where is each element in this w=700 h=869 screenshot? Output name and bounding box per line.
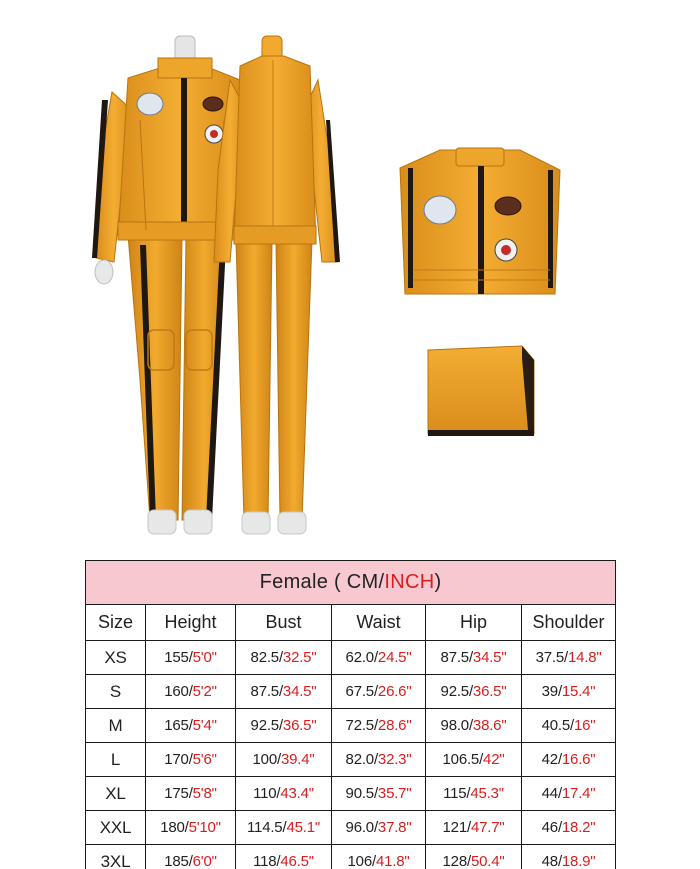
table-row — [86, 845, 616, 869]
cm-value: 175 — [164, 785, 189, 802]
unit-separator: / — [276, 853, 281, 869]
inch-value: 5'4" — [192, 717, 217, 734]
cm-value: 82.5 — [250, 649, 279, 666]
inch-value: 28.6" — [377, 717, 412, 734]
cell-hip — [426, 675, 522, 709]
inch-value: 5'0" — [192, 649, 217, 666]
cell-waist — [332, 845, 426, 869]
inch-value: 36.5" — [472, 683, 507, 700]
unit-separator: / — [278, 717, 283, 734]
cell-bust — [236, 777, 332, 811]
inch-value: 34.5" — [472, 649, 507, 666]
cell-shoulder — [522, 641, 616, 675]
cm-value: 114.5 — [247, 819, 283, 836]
cm-value: 46 — [541, 819, 558, 836]
inch-value: 36.5" — [282, 717, 317, 734]
unit-separator: / — [188, 853, 193, 869]
unit-separator: / — [466, 785, 471, 802]
cm-value: 121 — [442, 819, 467, 836]
cell-shoulder — [522, 845, 616, 869]
cell-shoulder — [522, 675, 616, 709]
unit-separator: / — [557, 785, 562, 802]
cell-height — [146, 641, 236, 675]
cm-value: 110 — [253, 785, 277, 802]
inch-value: 14.8" — [567, 649, 602, 666]
inch-value: 17.4" — [561, 785, 596, 802]
inch-value: 39.4" — [280, 751, 315, 768]
size-label: XXL — [86, 811, 146, 845]
cell-height — [146, 675, 236, 709]
cell-waist — [332, 811, 426, 845]
unit-separator: / — [479, 751, 484, 768]
size-label: L — [86, 743, 146, 777]
back-view-suit — [214, 36, 340, 534]
cm-value: 62.0 — [345, 649, 374, 666]
cm-value: 82.0 — [345, 751, 374, 768]
title-prefix: Female ( CM/ — [259, 571, 385, 593]
cell-bust — [236, 675, 332, 709]
column-header-waist: Waist — [332, 605, 426, 641]
unit-separator: / — [468, 649, 473, 666]
unit-separator: / — [373, 683, 378, 700]
cell-waist — [332, 777, 426, 811]
inch-value: 5'2" — [192, 683, 217, 700]
cm-value: 128 — [442, 853, 467, 869]
cell-hip — [426, 777, 522, 811]
cm-value: 44 — [541, 785, 558, 802]
unit-separator: / — [557, 683, 562, 700]
cell-waist — [332, 743, 426, 777]
unit-separator: / — [188, 683, 193, 700]
cell-bust — [236, 811, 332, 845]
unit-separator: / — [570, 717, 575, 734]
inch-value: 50.4" — [470, 853, 505, 869]
cm-value: 87.5 — [440, 649, 469, 666]
cell-bust — [236, 709, 332, 743]
cm-value: 87.5 — [250, 683, 279, 700]
cell-height — [146, 709, 236, 743]
cm-value: 180 — [160, 819, 185, 836]
cm-value: 92.5 — [250, 717, 279, 734]
inch-value: 5'6" — [192, 751, 217, 768]
cm-value: 96.0 — [345, 819, 374, 836]
size-chart-body — [86, 641, 616, 869]
cm-value: 165 — [164, 717, 189, 734]
belt-band — [428, 346, 534, 436]
inch-value: 6'0" — [192, 853, 217, 869]
unit-separator: / — [371, 853, 376, 869]
cm-value: 90.5 — [345, 785, 374, 802]
inch-value: 16.6" — [561, 751, 596, 768]
cell-hip — [426, 743, 522, 777]
table-row — [86, 641, 616, 675]
cm-value: 118 — [253, 853, 277, 869]
unit-separator: / — [563, 649, 568, 666]
column-header-bust: Bust — [236, 605, 332, 641]
unit-separator: / — [188, 751, 193, 768]
cell-height — [146, 811, 236, 845]
inch-value: 18.9" — [561, 853, 596, 869]
unit-separator: / — [557, 853, 562, 869]
size-label: M — [86, 709, 146, 743]
inch-value: 26.6" — [377, 683, 412, 700]
cm-value: 160 — [164, 683, 189, 700]
cm-value: 155 — [164, 649, 189, 666]
inch-value: 43.4" — [280, 785, 314, 802]
unit-separator: / — [373, 751, 378, 768]
size-label: 3XL — [86, 845, 146, 869]
unit-separator: / — [373, 785, 378, 802]
unit-separator: / — [468, 683, 473, 700]
cm-value: 106 — [347, 853, 372, 869]
title-inch: INCH — [384, 571, 435, 593]
cell-bust — [236, 641, 332, 675]
cell-shoulder — [522, 743, 616, 777]
cell-shoulder — [522, 709, 616, 743]
inch-value: 34.5" — [282, 683, 317, 700]
size-label: XS — [86, 641, 146, 675]
unit-separator: / — [557, 819, 562, 836]
cm-value: 106.5 — [442, 751, 480, 768]
inch-value: 42" — [483, 751, 505, 768]
cell-hip — [426, 845, 522, 869]
unit-separator: / — [468, 717, 473, 734]
unit-separator: / — [276, 785, 281, 802]
cm-value: 39 — [541, 683, 558, 700]
unit-separator: / — [466, 853, 471, 869]
table-row — [86, 675, 616, 709]
column-header-hip: Hip — [426, 605, 522, 641]
cm-value: 98.0 — [440, 717, 469, 734]
inch-value: 45.3" — [470, 785, 504, 802]
cell-height — [146, 845, 236, 869]
inch-value: 16" — [574, 717, 596, 734]
size-label: XL — [86, 777, 146, 811]
column-header-height: Height — [146, 605, 236, 641]
cm-value: 92.5 — [440, 683, 469, 700]
size-chart-title — [86, 561, 616, 605]
inch-value: 24.5" — [377, 649, 412, 666]
table-row — [86, 743, 616, 777]
column-header-shoulder: Shoulder — [522, 605, 616, 641]
cell-shoulder — [522, 777, 616, 811]
unit-separator: / — [557, 751, 562, 768]
cell-waist — [332, 675, 426, 709]
inch-value: 37.8" — [377, 819, 412, 836]
inch-value: 46.5" — [280, 853, 314, 869]
cell-hip — [426, 709, 522, 743]
unit-separator: / — [278, 683, 283, 700]
inch-value: 5'8" — [192, 785, 217, 802]
cell-bust — [236, 845, 332, 869]
inch-value: 35.7" — [377, 785, 412, 802]
folded-jacket — [400, 148, 560, 294]
table-row — [86, 811, 616, 845]
cm-value: 115 — [443, 785, 467, 802]
unit-separator: / — [278, 649, 283, 666]
cm-value: 37.5 — [535, 649, 564, 666]
cell-height — [146, 777, 236, 811]
size-chart-table — [85, 560, 616, 869]
cm-value: 48 — [541, 853, 558, 869]
cell-waist — [332, 709, 426, 743]
title-suffix: ) — [434, 571, 442, 593]
size-label: S — [86, 675, 146, 709]
unit-separator: / — [373, 819, 378, 836]
cm-value: 42 — [541, 751, 558, 768]
size-chart — [85, 560, 615, 869]
unit-separator: / — [276, 751, 281, 768]
inch-value: 32.5" — [282, 649, 317, 666]
unit-separator: / — [373, 649, 378, 666]
cell-hip — [426, 641, 522, 675]
table-row — [86, 709, 616, 743]
inch-value: 38.6" — [472, 717, 507, 734]
cm-value: 72.5 — [345, 717, 374, 734]
unit-separator: / — [188, 717, 193, 734]
table-row — [86, 777, 616, 811]
cell-bust — [236, 743, 332, 777]
column-header-size: Size — [86, 605, 146, 641]
unit-separator: / — [282, 819, 287, 836]
cell-hip — [426, 811, 522, 845]
cm-value: 185 — [164, 853, 189, 869]
inch-value: 32.3" — [377, 751, 412, 768]
inch-value: 18.2" — [561, 819, 596, 836]
cm-value: 100 — [252, 751, 277, 768]
cm-value: 67.5 — [345, 683, 374, 700]
inch-value: 15.4" — [561, 683, 596, 700]
inch-value: 47.7" — [470, 819, 505, 836]
unit-separator: / — [466, 819, 471, 836]
unit-separator: / — [188, 649, 193, 666]
cm-value: 170 — [164, 751, 189, 768]
cell-shoulder — [522, 811, 616, 845]
inch-value: 45.1" — [286, 819, 320, 836]
unit-separator: / — [188, 785, 193, 802]
cm-value: 40.5 — [541, 717, 571, 734]
cell-height — [146, 743, 236, 777]
unit-separator: / — [373, 717, 378, 734]
cell-waist — [332, 641, 426, 675]
inch-value: 5'10" — [188, 819, 221, 836]
inch-value: 41.8" — [375, 853, 410, 869]
unit-separator: / — [184, 819, 189, 836]
